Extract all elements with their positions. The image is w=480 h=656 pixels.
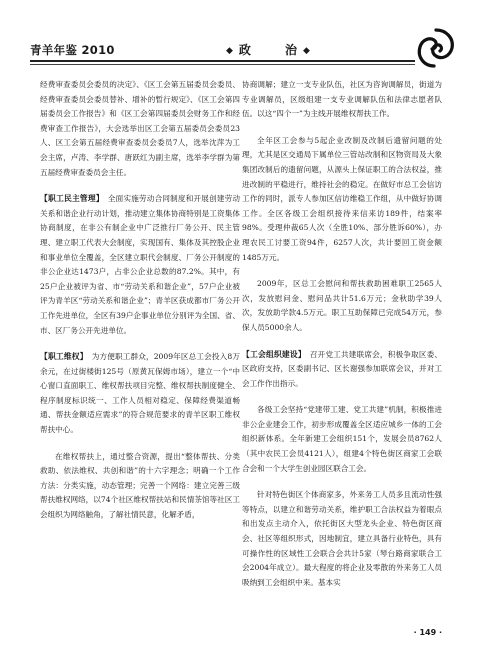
section-body: 全面实施劳动合同制度和开展创建劳动关系和谐企业行动计划，推动建立集体协商特别是工资集体协商制度，在非公有制企业中广泛推行厂务公开、民主管理、建立职工代表大会制度，实现国有、集体及其控股企业和事业单位全覆盖，全区建立职代会制度、厂务公开制度的非公企业达1473户，占非公企业总数的87.2%。其中，有25户企业被评为省、市“劳动关系和谐企业”，57户企业被评为青羊区“劳动关系和谐企业”；青羊区获成都市厂务公开工作先进单位，全区有39户企事业单位分别评为全国、省、市、区厂务公开先进单位。 — [40, 194, 241, 335]
section-body: 召开党工共建联席会，积极争取区委、区政府支持，区委副书记、区长谢强参加联席会议，并对工会工作作出指示。 — [242, 349, 443, 388]
paragraph: 协商调解；建立一支专业队伍，社区为咨询调解员，街道为专业调解员，区级组建一支专业调解队伍和法律志愿者队伍。以这“四个一”为主线开展维权帮扶工作。 — [242, 80, 442, 119]
right-column — [242, 78, 442, 590]
paragraph: 在维权帮扶上，通过整合资源，提出“整体帮扶、分类救助、依法维权、共创和谐”的十六字理念；明确一个工作方法：分类实施，动态管理；完善一个网络：建立完善三级帮扶维权网络，以74个社区维权帮扶站和民情茶馆等社区工会组织为网络触角，了解社情民意，化解矛盾， — [40, 451, 240, 520]
paragraph: 全年区工会参与5起企业改制及改制后遗留问题的处理，尤其是区交通局下属单位三管站改制和区物资局及大象集团改制后的遗留问题，从源头上保证职工的合法权益，推进改制的平稳进行，维持社会的稳定。在做好市总工会信访工作的同时，派专人参加区信访维稳工作组，从中做好协调工作。全区各级工会组织接待来信来访189件，结案率98%。受理仲裁65人次（全胜10%、部分胜诉60%），办理农民工讨要工资94件，6257人次，共计要回工资金额1485万元。 — [242, 135, 442, 262]
section-heading: 【工会组织建设】 — [242, 349, 306, 359]
section-heading: 【职工维权】 — [40, 352, 88, 362]
section-title — [226, 41, 310, 58]
paragraph: 经费审查委员会委员的决定》、《区工会第五届委员会委员、经费审查委员会委员替补、增补的暂行规定》、《区工会第四届委员会工作报告》和《区工会第四届委员会财务工作和经费审查工作报告》，大会选举出区工会第五届委员会委员23人、区工会第五届经费审查委员会委员7人，选举沈萍为工会主席，卢涛、李学群、唐跃红为副主席，选举李学群为第五届经费审查委员会主任。 — [40, 80, 240, 177]
header-rule-thin — [30, 64, 415, 65]
diamond-separator: ◆ — [302, 46, 310, 56]
section-char-1: 政 — [238, 43, 251, 57]
page-number: · 149 · — [413, 628, 442, 637]
section-char-2: 治 — [284, 43, 297, 57]
running-header — [30, 38, 450, 62]
paragraph: 2009年，区总工会慰问和帮扶救助困难职工2565人次，发放慰问金、慰问品共计51.6万元；金秋助学39人次，发放助学款4.5万元。职工互助保障已完成54万元，参保人员5000余人。 — [242, 279, 442, 332]
section-body: 为方便职工群众，2009年区总工会投入8万余元，在过街楼街125号（原黄瓦保姆市场），建立一个“中心窗口直面职工、维权帮扶项目完整、维权帮扶制度健全、程序制度标识统一、工作人员相对稳定、保障经费渠道畅通、帮扶金额适应需求”的符合规范要求的青羊区职工维权帮扶中心。 — [40, 352, 241, 435]
paragraph: 针对特色街区个体商家多，外来务工人员多且流动性强等特点，以建立和谐劳动关系，维护职工合法权益为着眼点和出发点主动介入，依托街区大型龙头企业、特色街区商会、社区等组织形式，因地制宜，建立具备行业特色，具有可操作性的区域性工会联合会共计5家（琴台路商家联合工会2004年成立）。最大程度的将企业及零散的外来务工人员吸纳到工会组织中来。基本实 — [242, 490, 442, 587]
yearbook-logo-icon — [414, 26, 458, 70]
diamond-separator: ◆ — [226, 46, 233, 56]
paragraph: 各级工会坚持“党建带工建、党工共建”机制，积极推进非公企业建会工作，初步形成覆盖全区适应城乡一体的工会组织新体系。全年新建工会组织151个，发展会员8762人（其中农民工会员4121人），组建4个特色街区商家工会联合会和一个大学生创业园区联合工会。 — [242, 405, 442, 473]
header-rule — [30, 60, 415, 62]
section-heading: 【职工民主管理】 — [40, 194, 104, 204]
book-title: 青羊年鉴 2010 — [30, 43, 115, 57]
section-paragraph — [40, 350, 240, 438]
left-column — [40, 78, 240, 523]
section-paragraph — [40, 192, 240, 338]
section-paragraph — [242, 348, 442, 392]
